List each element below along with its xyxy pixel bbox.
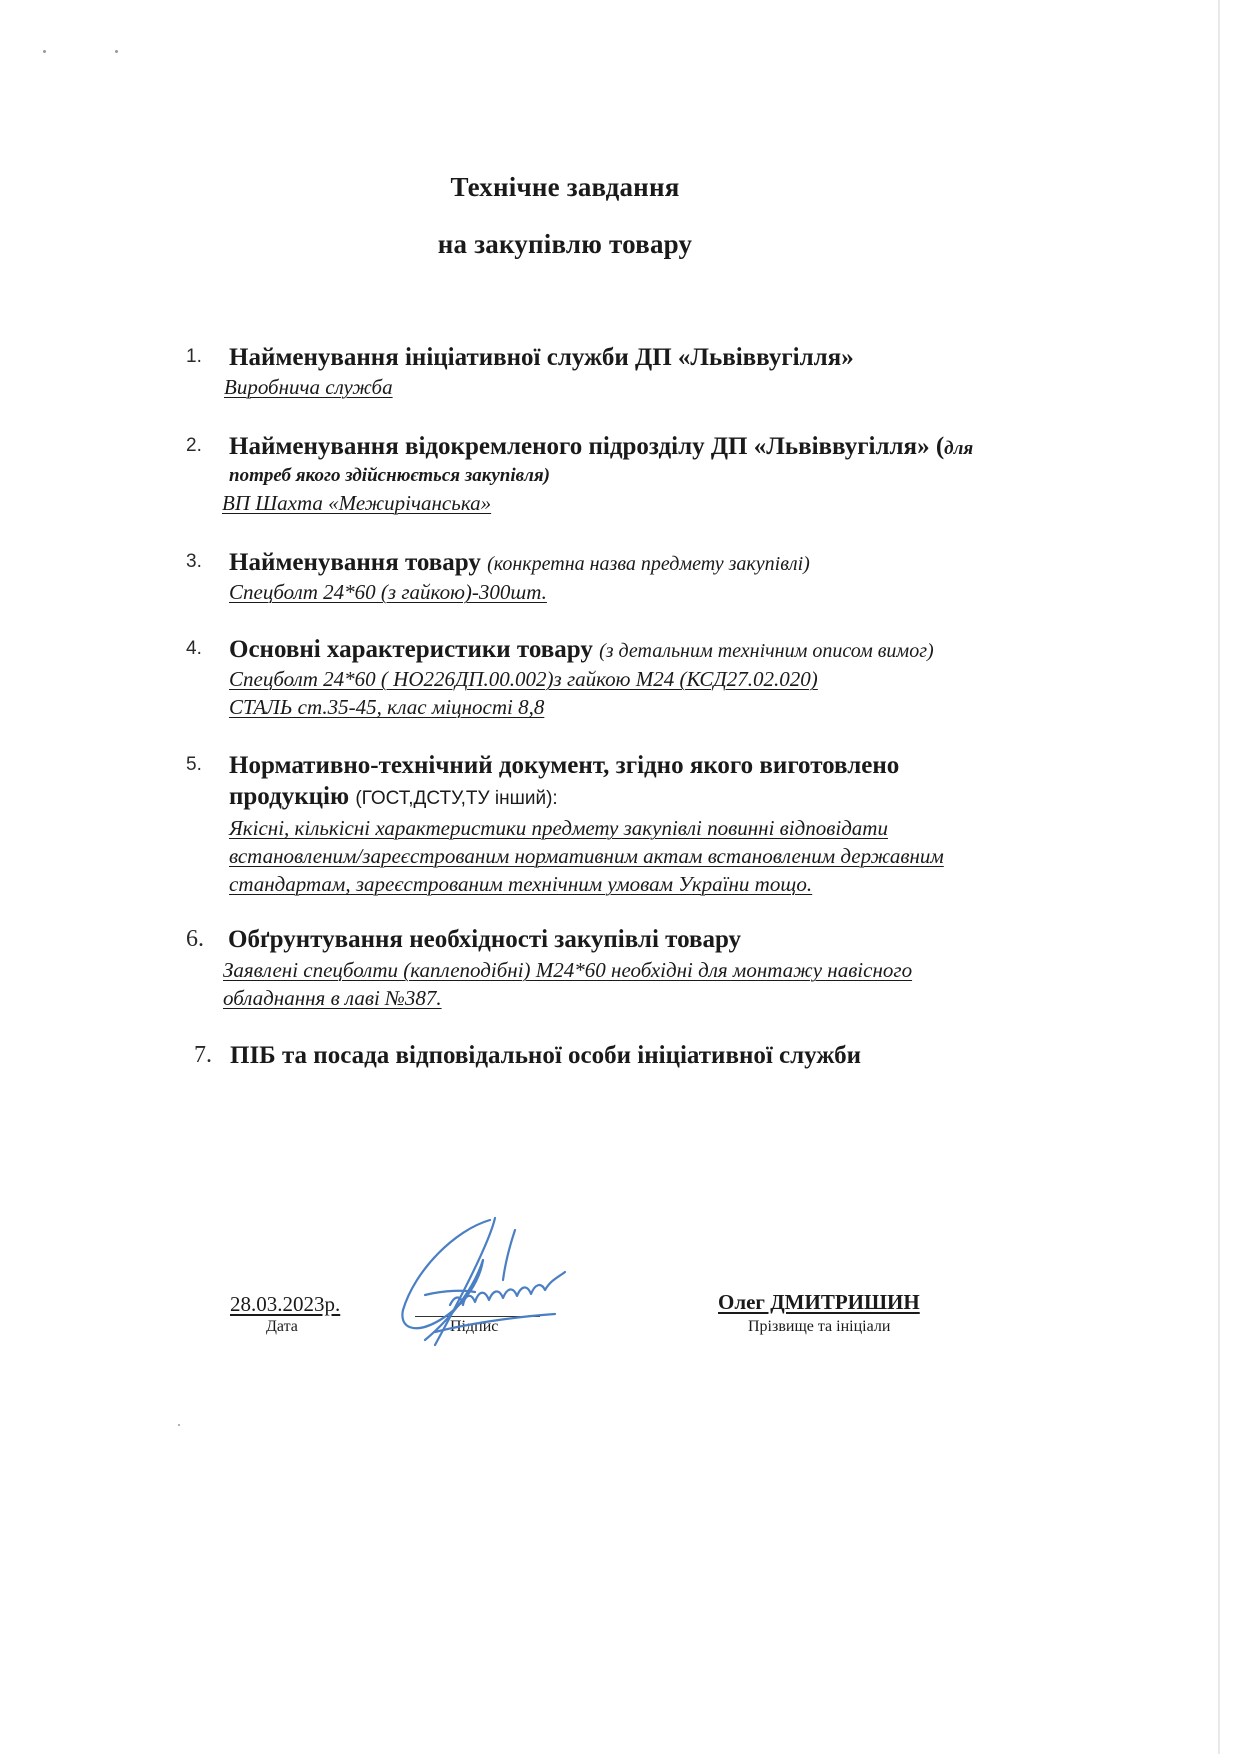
section-value-line: Якісні, кількісні характеристики предмету закупівлі повинні відповідати xyxy=(229,816,888,840)
document-title: Технічне завдання xyxy=(450,172,680,202)
section-heading: Найменування відокремленого підрозділу ДП «Львіввугілля» (для xyxy=(229,433,974,460)
section-heading-line: продукцію (ГОСТ,ДСТУ,ТУ інший): xyxy=(229,783,558,810)
section-value: Виробнича служба xyxy=(224,375,393,399)
section-value-line: Заявлені спецболти (каплеподібні) М24*60 необхідні для монтажу навісного xyxy=(223,958,913,982)
handwritten-signature xyxy=(395,1210,615,1350)
section-number: 7. xyxy=(194,1042,212,1068)
section-value: ВП Шахта «Межирічанська» xyxy=(222,491,492,515)
signature-label: Підпис xyxy=(450,1318,499,1335)
section-heading-line: Нормативно-технічний документ, згідно якого виготовлено xyxy=(229,752,900,779)
document-subtitle: на закупівлю товару xyxy=(437,229,693,259)
section-heading: Найменування товару (конкретна назва предмету закупівлі) xyxy=(229,549,810,576)
section-heading: Найменування ініціативної служби ДП «Львіввугілля» xyxy=(229,344,854,371)
signer-name-label: Прізвище та ініціали xyxy=(748,1318,891,1335)
section-heading: Основні характеристики товару (з детальним технічним описом вимог) xyxy=(229,636,934,663)
section-number: 5. xyxy=(186,754,202,775)
section-value-line: обладнання в лаві №387. xyxy=(223,986,442,1010)
section-number: 6. xyxy=(186,926,204,952)
section-number: 1. xyxy=(186,346,202,367)
date-label: Дата xyxy=(266,1318,298,1335)
section-value: Спецболт 24*60 (з гайкою)-300шт. xyxy=(229,580,547,604)
section-value-line: стандартам, зареєстрованим технічним умовам України тощо. xyxy=(229,872,813,896)
date-value: 28.03.2023р. xyxy=(230,1292,341,1316)
section-note: потреб якого здійснюється закупівля) xyxy=(229,465,550,486)
scan-speck xyxy=(178,1424,180,1426)
section-heading: Обґрунтування необхідності закупівлі товару xyxy=(228,926,742,953)
signer-name: Олег ДМИТРИШИН xyxy=(718,1290,920,1314)
section-number: 2. xyxy=(186,435,202,456)
scan-speck xyxy=(115,50,118,53)
section-heading: ПІБ та посада відповідальної особи ініціативної служби xyxy=(230,1042,862,1069)
section-value-line: СТАЛЬ ст.35-45, клас міцності 8,8 xyxy=(229,695,545,719)
scan-speck xyxy=(43,50,46,53)
section-value-line: Спецболт 24*60 ( НО226ДП.00.002)з гайкою М24 (КСД27.02.020) xyxy=(229,667,818,691)
section-number: 4. xyxy=(186,638,202,659)
section-number: 3. xyxy=(186,551,202,572)
scan-edge-line xyxy=(1218,0,1220,1754)
section-value-line: встановленим/зареєстрованим нормативним актам встановленим державним xyxy=(229,844,944,868)
